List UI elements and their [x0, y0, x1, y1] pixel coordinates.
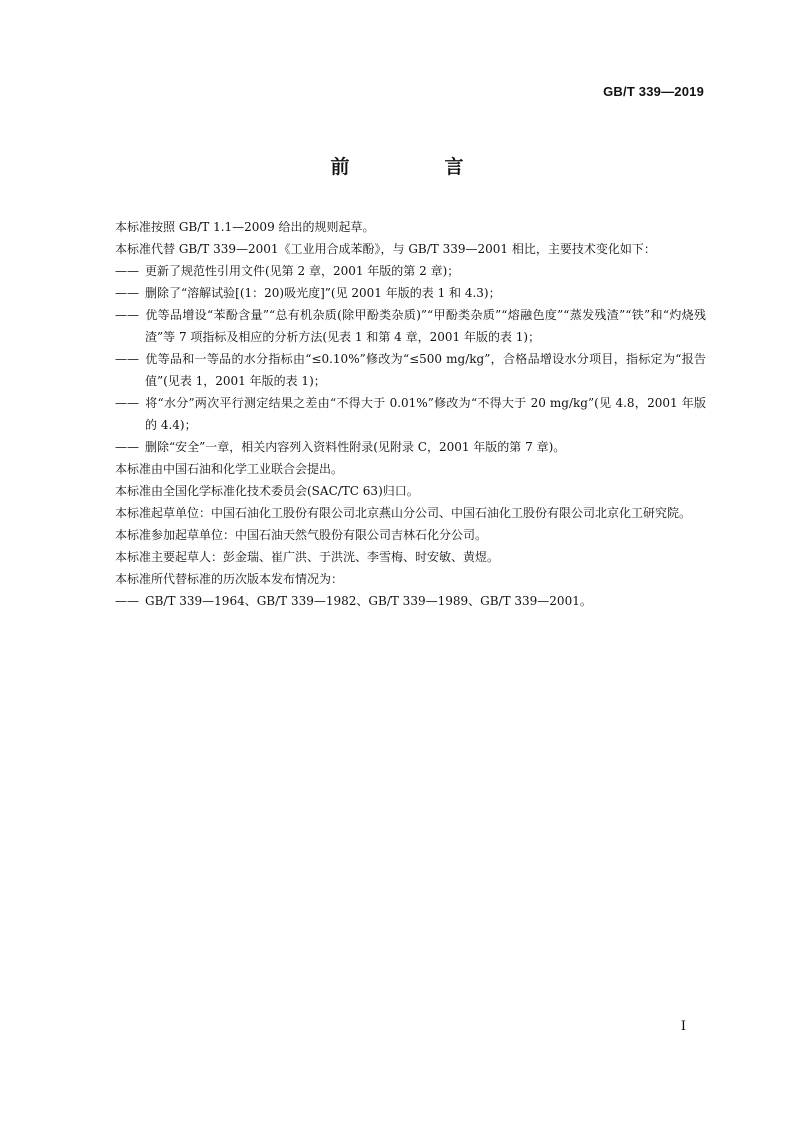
list-item	[90, 282, 706, 304]
paragraph: 本标准起草单位：中国石油化工股份有限公司北京燕山分公司、中国石油化工股份有限公司北京化工研究院。	[115, 506, 692, 520]
page-title: 前 言	[330, 156, 502, 178]
list-item-text: 删除了“溶解试验[(1：20)吸光度]”(见 2001 年版的表 1 和 4.3)；	[145, 286, 501, 300]
paragraph: 本标准所代替标准的历次版本发布情况为：	[115, 572, 344, 586]
dash-marker: ——	[115, 352, 139, 366]
page-number: I	[680, 1019, 686, 1034]
list-item	[90, 392, 706, 436]
list-item-text: 将“水分”两次平行测定结果之差由“不得大于 0.01%”修改为“不得大于 20 mg/kg”(见 4.8，2001 年版的 4.4)；	[145, 396, 706, 432]
paragraph: 本标准代替 GB/T 339—2001《工业用合成苯酚》，与 GB/T 339—2001 相比，主要技术变化如下：	[115, 242, 656, 256]
dash-marker: ——	[115, 264, 139, 278]
dash-marker: ——	[115, 440, 139, 454]
list-item	[90, 260, 706, 282]
list-item	[90, 348, 706, 392]
list-item	[90, 304, 706, 348]
list-item-text: 优等品增设“苯酚含量”“总有机杂质(除甲酚类杂质)”“甲酚类杂质”“熔融色度”“蒸发残渣”“铁”和“灼烧残渣”等 7 项指标及相应的分析方法(见表 1 和第 4 章，2001 年版的表 1)；	[145, 308, 706, 344]
dash-marker: ——	[115, 286, 139, 300]
paragraph: 本标准按照 GB/T 1.1—2009 给出的规则起草。	[115, 220, 375, 234]
list-item-text: 优等品和一等品的水分指标由“≤0.10%”修改为“≤500 mg/kg”，合格品增设水分项目，指标定为“报告值”(见表 1，2001 年版的表 1)；	[145, 352, 706, 388]
document-body	[90, 216, 706, 612]
dash-marker: ——	[115, 594, 139, 608]
standard-code-header: GB/T 339—2019	[603, 84, 704, 99]
paragraph: 本标准由全国化学标准化技术委员会(SAC/TC 63)归口。	[115, 484, 419, 498]
dash-marker: ——	[115, 396, 139, 410]
paragraph: 本标准由中国石油和化学工业联合会提出。	[115, 462, 344, 476]
dash-marker: ——	[115, 308, 139, 322]
paragraph: 本标准主要起草人：彭金瑞、崔广洪、于洪洸、李雪梅、时安敏、黄煜。	[115, 550, 500, 564]
list-item-text: 删除“安全”一章，相关内容列入资料性附录(见附录 C，2001 年版的第 7 章)。	[145, 440, 566, 454]
list-item-text: GB/T 339—1964、GB/T 339—1982、GB/T 339—1989、GB/T 339—2001。	[145, 594, 592, 608]
list-item	[90, 436, 706, 458]
list-item-text: 更新了规范性引用文件(见第 2 章，2001 年版的第 2 章)；	[145, 264, 460, 278]
list-item	[90, 590, 706, 612]
paragraph: 本标准参加起草单位：中国石油天然气股份有限公司吉林石化分公司。	[115, 528, 488, 542]
